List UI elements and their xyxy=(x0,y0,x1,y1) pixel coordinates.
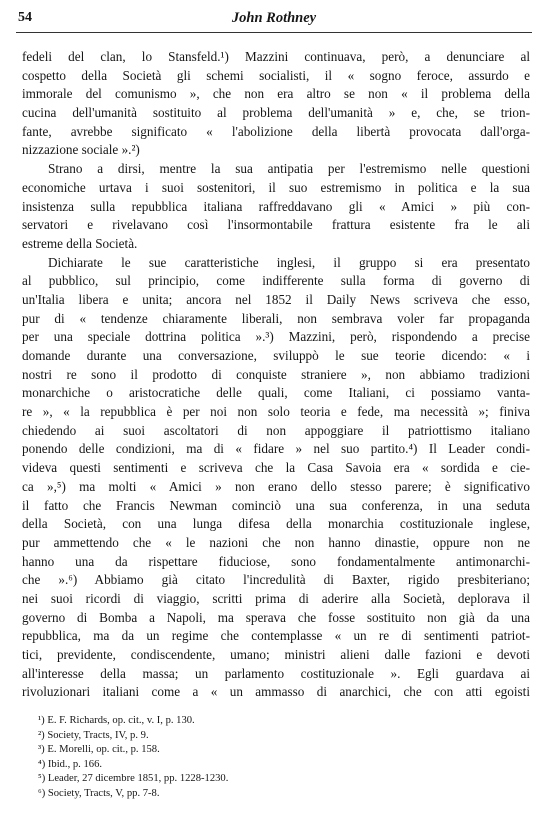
text-line: videva questi sentimenti e scriveva che la Casa Savoia era « sordida e cie- xyxy=(22,460,530,476)
text-line: pur di « tendenze chiaramente liberali, non sembrava voler far propaganda xyxy=(22,310,530,326)
text-line: hanno una da rispettare fiduciose, sono fondamentalmente antimonarchi- xyxy=(22,553,530,569)
header-rule xyxy=(16,32,532,33)
text-line: chiedendo ai suoi ascoltatori di non appoggiare il patriottismo italiano xyxy=(22,422,530,438)
text-line: immorale del comunismo », che non era altro se non « il problema della xyxy=(22,86,530,102)
text-line: nostri re sono il prodotto di conquiste straniere », non abbiamo tradizioni xyxy=(22,366,530,382)
text-line: al pubblico, sul principio, come indifferente sulla forma di governo di xyxy=(22,273,530,289)
text-line: pur ammettendo che « le nazioni che non hanno dinastie, oppure non ne xyxy=(22,534,530,550)
text-line: insistenza sulla repubblica italiana raffreddavano gli « Amici » più con- xyxy=(22,198,530,214)
text-line: re », « la repubblica è per noi non solo teoria e fede, ma necessità »; finiva xyxy=(22,404,530,420)
body-text xyxy=(22,48,530,702)
text-line: all'interesse della massa; un parlamento costituzionale ». Egli guardava ai xyxy=(22,665,530,681)
text-line: governo di Bomba a Napoli, ma sperava che fosse sostituito non già da una xyxy=(22,609,530,625)
text-line: della Società, con una lunga difesa della monarchia costituzionale inglese, xyxy=(22,516,530,532)
running-title: John Rothney xyxy=(231,10,317,26)
text-line: rivoluzionari italiani come a « un ammasso di anarchici, che con atti egoisti xyxy=(22,684,530,700)
text-line: cospetto della Società gli schemi socialisti, il « sogno feroce, assurdo e xyxy=(22,67,530,83)
text-line: fedeli del clan, lo Stansfeld.¹) Mazzini continuava, però, a denunciare al xyxy=(22,49,530,64)
text-line: cucina dell'umanità sostituito al problema dell'umanità » e, che, se trion- xyxy=(22,105,530,121)
text-line: per una speciale dottrina politica ».³) Mazzini, però, rispondendo a precise xyxy=(22,329,530,345)
footnote: ⁵) Leader, 27 dicembre 1851, pp. 1228-1230. xyxy=(38,773,229,784)
footnote: ²) Society, Tracts, IV, p. 9. xyxy=(38,729,149,741)
page-header xyxy=(16,10,532,32)
text-line: nei suoi ricordi di viaggio, scritti prima di aderire alla Società, deplorava il xyxy=(22,590,530,606)
text-line: ponendo delle condizioni, ma di « fidare » nel suo partito.⁴) Il Leader condi- xyxy=(22,441,530,457)
footnote: ¹) E. F. Richards, op. cit., v. I, p. 130. xyxy=(38,715,195,726)
footnote: ⁶) Society, Tracts, V, pp. 7-8. xyxy=(38,787,160,799)
text-line: fante, avrebbe significato « l'abolizione della libertà provocata dall'orga- xyxy=(22,123,530,139)
text-line: il fatto che Francis Newman cominciò una sua conferenza, in una seduta xyxy=(22,497,530,513)
text-line: estreme della Società. xyxy=(22,235,138,251)
text-line: un'Italia libera e unita; ancora nel 1852 il Daily News scriveva che esso, xyxy=(22,291,530,307)
text-line: servatori e rivelavano così l'insormontabile frattura esistente fra le ali xyxy=(22,217,530,233)
text-line: nizzazione sociale ».²) xyxy=(22,142,140,158)
text-line: domande durante una conversazione, sviluppò le sue teorie dicendo: « i xyxy=(22,348,530,363)
text-line: che ».⁶) Abbiamo già citato l'incredulità di Baxter, rigido presbiteriano; xyxy=(22,572,530,588)
text-line: economiche urtava i suoi sostenitori, il suo estremismo in politica e la sua xyxy=(22,179,530,195)
footnote: ⁴) Ibid., p. 166. xyxy=(38,758,103,770)
text-line: tici, previdente, condiscendente, umano; ministri alieni dalle fazioni e devoti xyxy=(22,647,530,662)
paragraph-start: Dichiarate le sue caratteristiche inglesi, il gruppo si era presentato xyxy=(48,254,530,270)
text-line: monarchiche o aristocratiche delle quali, come Italiani, ci possiamo vanta- xyxy=(22,385,530,401)
footnotes xyxy=(38,714,508,801)
paragraph-start: Strano a dirsi, mentre la sua antipatia per l'estremismo nelle questioni xyxy=(48,161,530,177)
text-line: ca »,⁵) ma molti « Amici » non erano dello stesso parere; è significativo xyxy=(22,478,530,494)
page-number: 54 xyxy=(18,10,32,25)
footnote: ³) E. Morelli, op. cit., p. 158. xyxy=(38,744,160,755)
text-line: repubblica, ma da un regime che contemplasse « un re di sentimenti patriot- xyxy=(22,628,530,644)
